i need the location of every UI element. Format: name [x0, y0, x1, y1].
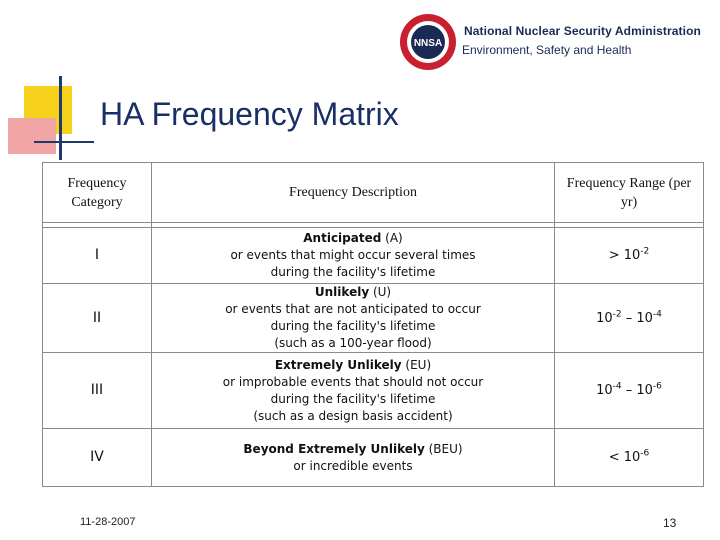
page-title: HA Frequency Matrix — [100, 96, 399, 132]
range-cell: $10^{-4} - 10^{-6}$ — [555, 353, 704, 429]
header-frequency-range: Frequency Range (per yr) — [555, 163, 704, 223]
description-term: Unlikely — [314, 285, 370, 299]
description-abbr: (BEU) — [424, 441, 463, 456]
description-line: or events that might occur several times — [230, 248, 476, 262]
description-term: Anticipated — [303, 231, 382, 245]
header-frequency-category: Frequency Category — [43, 163, 152, 223]
description-abbr: (A) — [381, 231, 403, 245]
description-line: or improbable events that should not occur — [222, 374, 484, 389]
description-abbr: (EU) — [401, 357, 432, 372]
table-row — [43, 284, 704, 353]
description-line: during the facility's lifetime — [270, 319, 436, 333]
page-number: 13 — [663, 516, 677, 530]
category-cell: I — [43, 228, 152, 284]
description-term: Extremely Unlikely — [274, 357, 402, 372]
logo-text: NNSA — [413, 38, 443, 49]
description-line: during the facility's lifetime — [270, 265, 436, 279]
description-line: or incredible events — [293, 458, 413, 473]
description-line: or events that are not anticipated to occur — [225, 302, 481, 316]
range-cell: > $10^{-2}$ — [555, 228, 704, 284]
frequency-matrix-table — [42, 162, 704, 487]
description-line: during the facility's lifetime — [270, 391, 436, 406]
category-cell: IV — [43, 429, 152, 487]
range-cell: < $10^{-6}$ — [555, 429, 704, 487]
description-cell — [152, 353, 555, 429]
decorative-horizontal-line — [34, 141, 94, 143]
description-line: (such as a 100-year flood) — [274, 336, 432, 350]
description-abbr: (U) — [369, 285, 392, 299]
description-term: Beyond Extremely Unlikely — [243, 441, 425, 456]
footer-date: 11-28-2007 — [80, 516, 136, 528]
table-row — [43, 353, 704, 429]
decorative-red-rectangle — [8, 118, 56, 154]
nnsa-logo-icon — [398, 12, 458, 72]
range-cell: $10^{-2} - 10^{-4}$ — [555, 284, 704, 353]
description-cell — [152, 429, 555, 487]
header-frequency-description: Frequency Description — [152, 163, 555, 223]
table-row — [43, 228, 704, 284]
table-row — [43, 429, 704, 487]
category-cell: II — [43, 284, 152, 353]
description-line: (such as a design basis accident) — [253, 408, 453, 423]
description-cell — [152, 228, 555, 284]
table-header-row — [43, 163, 704, 223]
org-name: National Nuclear Security Administration — [464, 24, 701, 38]
category-cell: III — [43, 353, 152, 429]
description-cell — [152, 284, 555, 353]
decorative-vertical-line — [59, 76, 62, 160]
org-subtitle: Environment, Safety and Health — [462, 43, 632, 57]
